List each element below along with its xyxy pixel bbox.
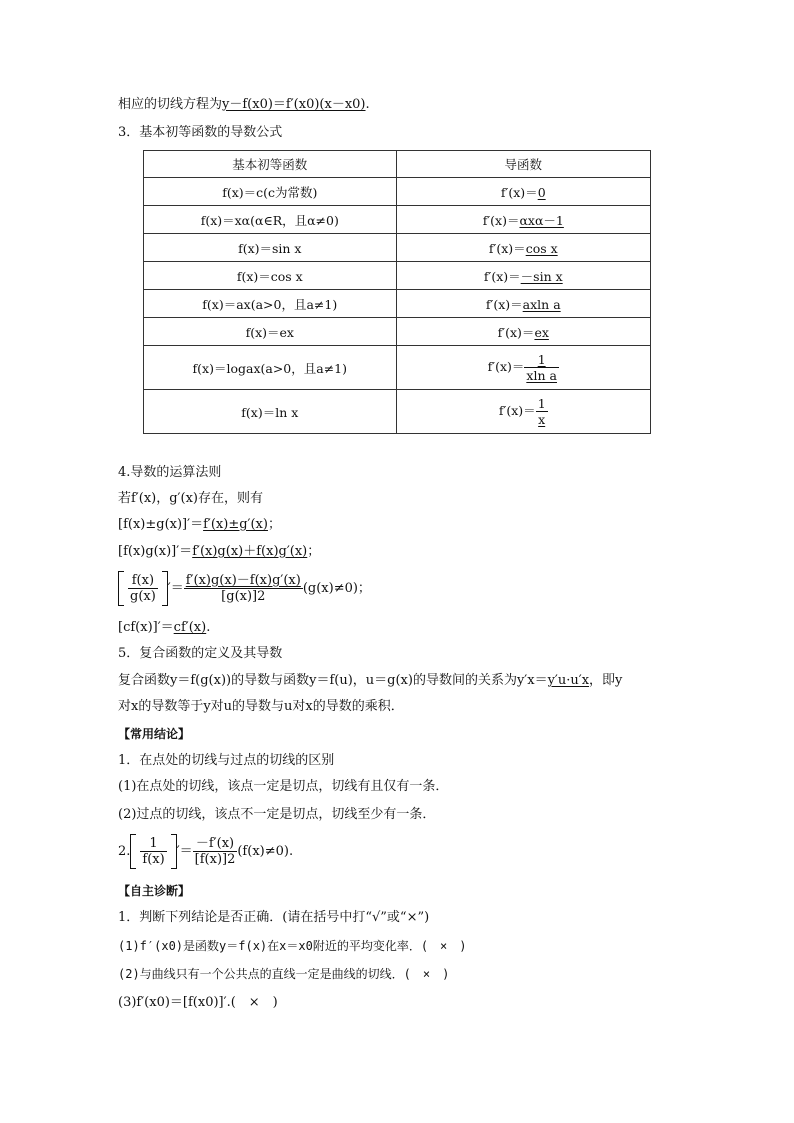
section3-title: 3．基本初等函数的导数公式 <box>118 125 283 140</box>
table-row <box>144 262 651 290</box>
table-row <box>144 206 651 234</box>
cell-function: f(x)＝sin x <box>144 234 397 262</box>
section5-line2: 对x的导数等于y对u的导数与u对x的导数的乘积． <box>118 699 404 714</box>
rule-sum: [f(x)±g(x)]′＝f′(x)±g′(x)； <box>118 517 281 532</box>
cell-derivative: f′(x)＝－sin x <box>396 262 650 290</box>
section5-line1: 复合函数y＝f(g(x))的导数与函数y＝f(u)，u＝g(x)的导数间的关系为y′x＝y′u·u′x，即y <box>118 673 623 688</box>
intro-line <box>118 96 370 114</box>
fraction: $\frac{1}{\text{xln a}}$ <box>526 352 557 383</box>
rule-quotient: $\frac{f(x)}{g(x)}$ ′＝ $\frac{f'(x)g(x)-f(x)g'(x)}{[g(x)]2}$ (g(x)≠0)； <box>118 573 371 604</box>
rule-constant: [cf(x)]′＝cf′(x). <box>118 620 211 635</box>
cell-function: f(x)＝logax(a>0，且a≠1) <box>144 346 397 390</box>
tangent-formula: y－f(x0)＝f′(x0)(x－x0) <box>222 97 366 112</box>
cell-function: f(x)＝xα(α∈R，且α≠0) <box>144 206 397 234</box>
answer: y′u·u′x <box>547 673 590 688</box>
selfcheck-q1: 1．判断下列结论是否正确．(请在括号中打“√”或“×”) <box>118 910 430 925</box>
table-row <box>144 346 651 390</box>
common-item2: 2. $\frac{1}{f(x)}$ ′＝ $\frac{-f'(x)}{[f(x)]2}$ (f(x)≠0). <box>118 836 294 867</box>
header-function: 基本初等函数 <box>144 151 397 178</box>
cell-derivative: f′(x)＝axln a <box>396 290 650 318</box>
answer: ex <box>534 324 549 340</box>
bracket <box>130 836 176 867</box>
table-row <box>144 318 651 346</box>
section5-title: 5．复合函数的定义及其导数 <box>118 646 283 661</box>
cell-function: f(x)＝ax(a>0，且a≠1) <box>144 290 397 318</box>
rule-product: [f(x)g(x)]′＝f′(x)g(x)＋f(x)g′(x)； <box>118 544 321 559</box>
common-item1: 1．在点处的切线与过点的切线的区别 <box>118 753 335 768</box>
table-header-row <box>144 151 651 178</box>
answer: f′(x)±g′(x) <box>203 517 268 532</box>
common-title: 【常用结论】 <box>118 727 191 741</box>
selfcheck-title: 【自主诊断】 <box>118 884 191 898</box>
fraction: $\frac{f'(x)g(x)-f(x)g'(x)}{[g(x)]2}$ <box>185 573 301 604</box>
selfcheck-q1a: (1)f′(x0)是函数y＝f(x)在x＝x0附近的平均变化率．( × ) <box>118 939 467 953</box>
intro-suffix: . <box>365 97 370 112</box>
cell-derivative: f′(x)＝ $\frac{1}{x}$ <box>396 390 650 434</box>
common-item1b: (2)过点的切线，该点不一定是切点，切线至少有一条． <box>118 807 436 822</box>
answer: －sin x <box>520 268 563 284</box>
section4-condition: 若f′(x)，g′(x)存在，则有 <box>118 491 263 506</box>
fraction: $\frac{1}{x}$ <box>537 396 546 427</box>
answer: axln a <box>522 296 561 312</box>
cell-derivative: f′(x)＝ex <box>396 318 650 346</box>
answer: cf′(x) <box>173 620 207 635</box>
intro-text: 相应的切线方程为 <box>118 97 223 112</box>
cell-derivative: f′(x)＝αxα－1 <box>396 206 650 234</box>
section4-title: 4.导数的运算法则 <box>118 465 222 480</box>
fraction: $\frac{f(x)}{g(x)}$ <box>130 573 156 604</box>
common-item1a: (1)在点处的切线，该点一定是切点，切线有且仅有一条． <box>118 779 449 794</box>
answer: cos x <box>525 240 558 256</box>
selfcheck-q1b: (2)与曲线只有一个公共点的直线一定是曲线的切线．( × ) <box>118 967 450 981</box>
fraction: $\frac{1}{f(x)}$ <box>142 836 165 867</box>
cell-derivative: f′(x)＝ $\frac{1}{\text{xln a}}$ <box>396 346 650 390</box>
fraction: $\frac{-f'(x)}{[f(x)]2}$ <box>194 836 236 867</box>
cell-function: f(x)＝c(c为常数) <box>144 178 397 206</box>
header-derivative: 导函数 <box>396 151 650 178</box>
cell-function: f(x)＝ex <box>144 318 397 346</box>
answer: f′(x)g(x)＋f(x)g′(x) <box>192 544 308 559</box>
cell-function: f(x)＝cos x <box>144 262 397 290</box>
table-row <box>144 390 651 434</box>
table-row <box>144 178 651 206</box>
answer: 0 <box>537 184 546 200</box>
table-row <box>144 234 651 262</box>
derivative-table <box>143 150 651 434</box>
cell-function: f(x)＝ln x <box>144 390 397 434</box>
bracket <box>118 573 168 604</box>
cell-derivative: f′(x)＝cos x <box>396 234 650 262</box>
answer: αxα－1 <box>519 212 564 228</box>
table-row <box>144 290 651 318</box>
selfcheck-q1c: (3)f′(x0)＝[f(x0)]′.( × ) <box>118 995 278 1010</box>
cell-derivative: f′(x)＝0 <box>396 178 650 206</box>
